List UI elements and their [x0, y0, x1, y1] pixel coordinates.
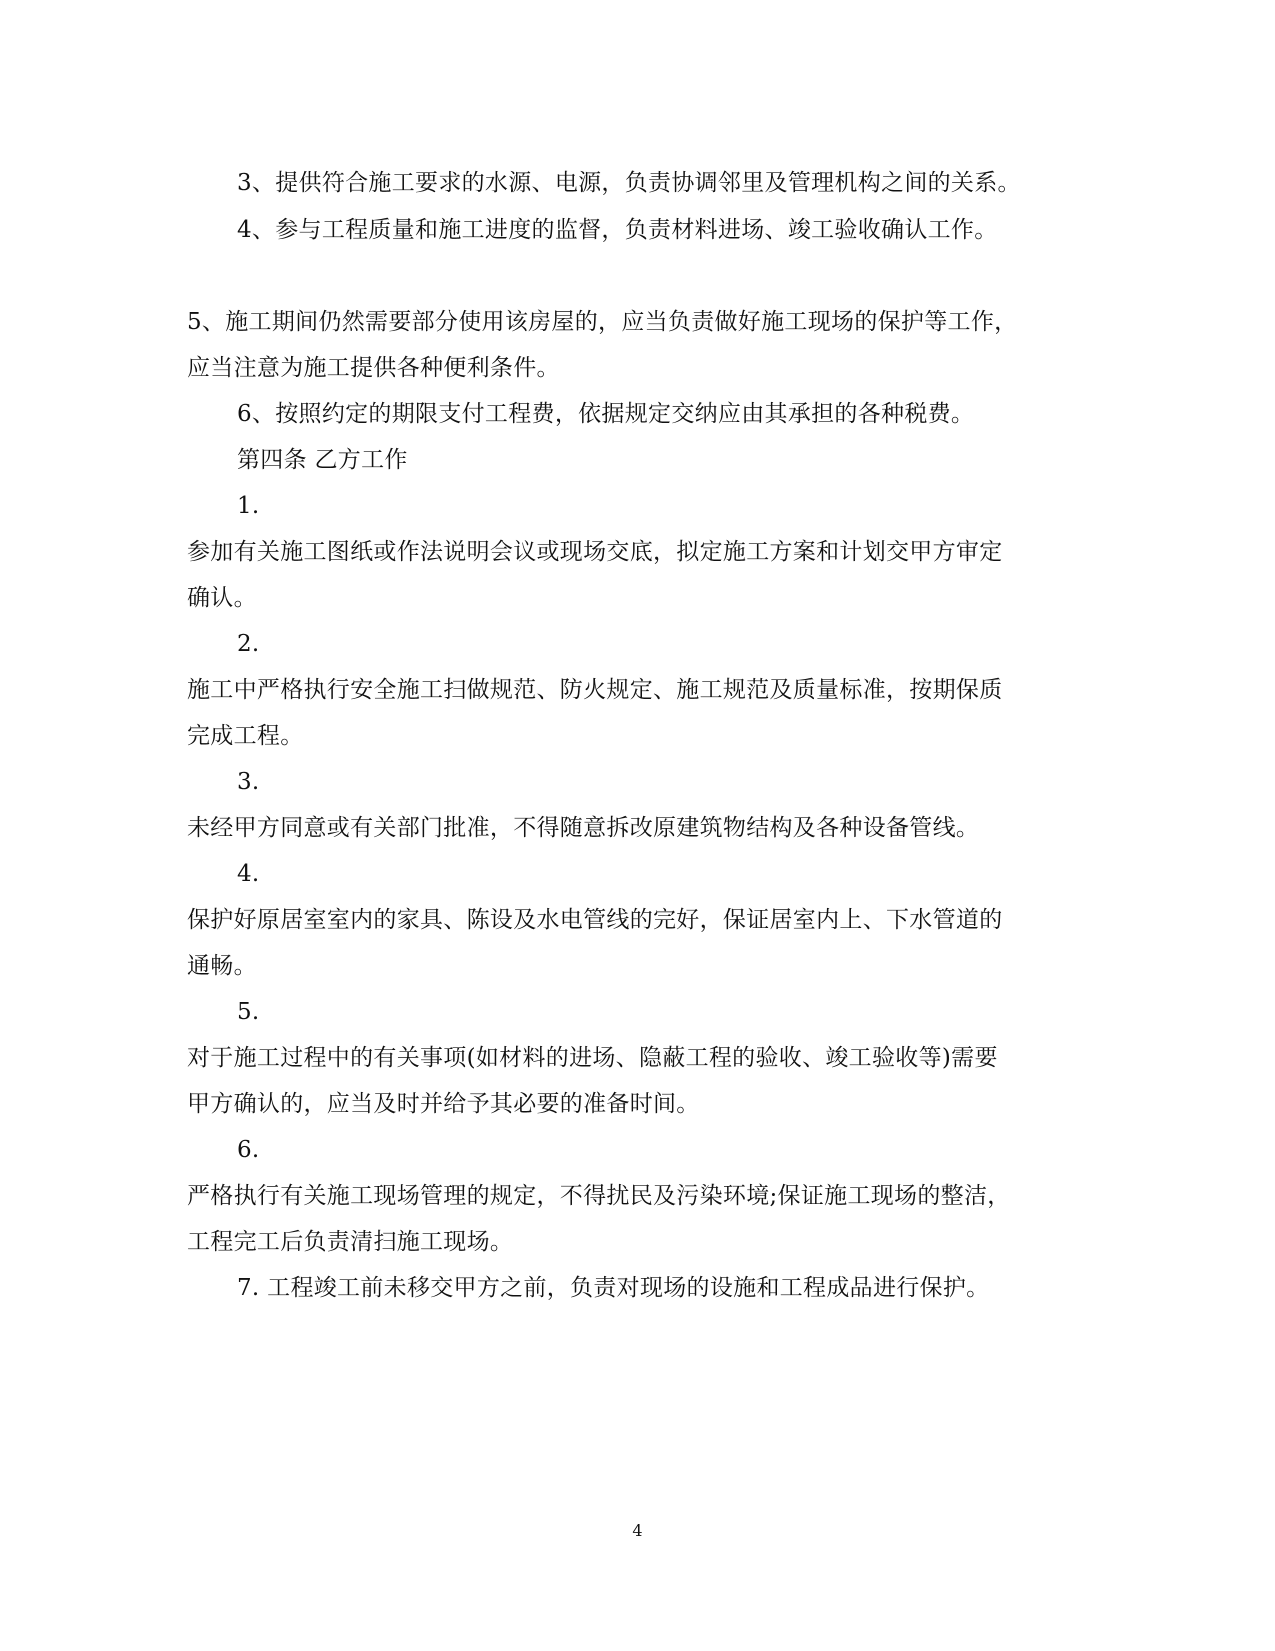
section-heading: 第四条 乙方工作 — [237, 447, 408, 473]
text-line: 甲方确认的，应当及时并给予其必要的准备时间。 — [187, 1091, 700, 1117]
text-line: 未经甲方同意或有关部门批准，不得随意拆改原建筑物结构及各种设备管线。 — [187, 815, 980, 841]
text-line: 严格执行有关施工现场管理的规定，不得扰民及污染环境;保证施工现场的整洁， — [187, 1183, 1011, 1209]
text-line: 保护好原居室室内的家具、陈设及水电管线的完好，保证居室内上、下水管道的 — [187, 907, 1003, 933]
text-line: 确认。 — [187, 585, 257, 611]
text-line: 对于施工过程中的有关事项(如材料的进场、隐蔽工程的验收、竣工验收等)需要 — [187, 1045, 998, 1071]
text-line: 7. 工程竣工前未移交甲方之前，负责对现场的设施和工程成品进行保护。 — [237, 1275, 990, 1301]
text-line: 通畅。 — [187, 953, 257, 979]
item-number: 4. — [237, 861, 260, 887]
item-number: 5. — [237, 999, 260, 1025]
text-line: 参加有关施工图纸或作法说明会议或现场交底，拟定施工方案和计划交甲方审定 — [187, 539, 1003, 565]
text-line: 6、按照约定的期限支付工程费，依据规定交纳应由其承担的各种税费。 — [237, 401, 975, 427]
item-number: 6. — [237, 1137, 260, 1163]
text-line: 施工中严格执行安全施工扫做规范、防火规定、施工规范及质量标准，按期保质 — [187, 677, 1003, 703]
text-line: 5、施工期间仍然需要部分使用该房屋的，应当负责做好施工现场的保护等工作， — [187, 309, 1018, 335]
text-line: 工程完工后负责清扫施工现场。 — [187, 1229, 514, 1255]
text-line: 完成工程。 — [187, 723, 304, 749]
item-number: 3. — [237, 769, 260, 795]
item-number: 1. — [237, 493, 260, 519]
page-number: 4 — [632, 1521, 643, 1540]
text-line: 3、提供符合施工要求的水源、电源，负责协调邻里及管理机构之间的关系。 — [237, 170, 1021, 196]
item-number: 2. — [237, 631, 260, 657]
text-line: 应当注意为施工提供各种便利条件。 — [187, 355, 560, 381]
text-line: 4、参与工程质量和施工进度的监督，负责材料进场、竣工验收确认工作。 — [237, 217, 998, 243]
